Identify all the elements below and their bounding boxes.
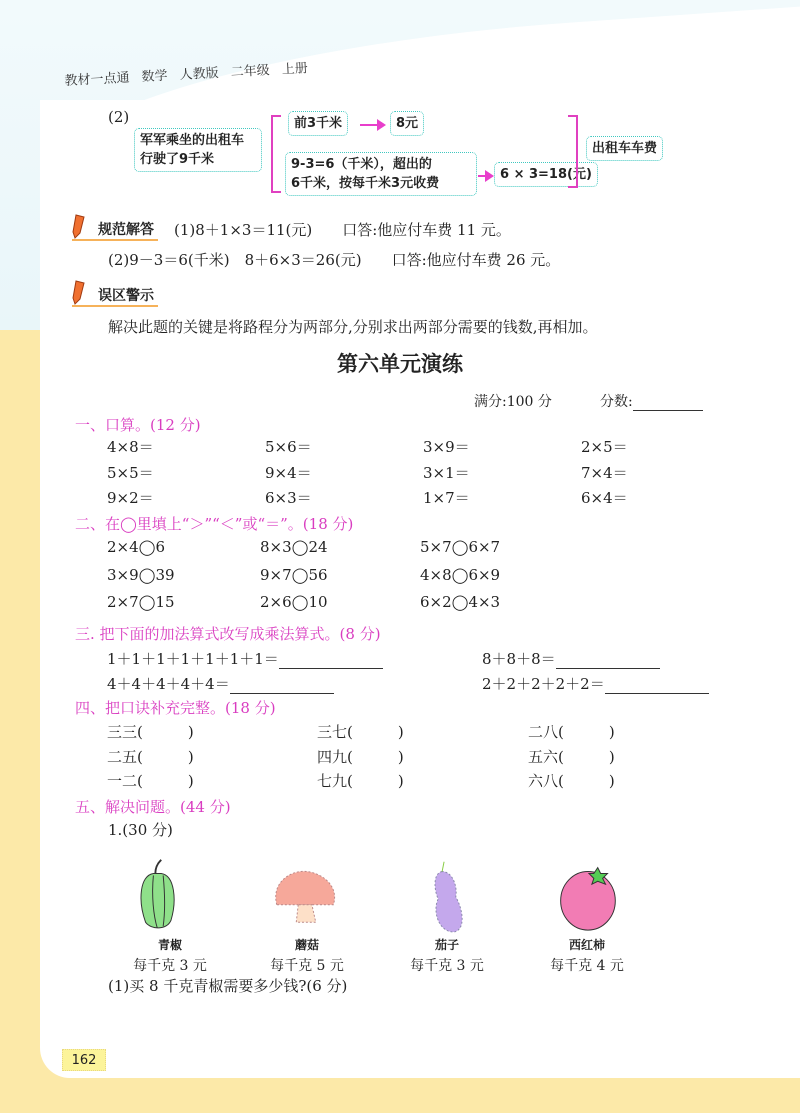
answer-blank[interactable] bbox=[279, 651, 383, 669]
exercise-text: 一二( ) bbox=[107, 772, 194, 790]
section-2-heading: 二、在◯里填上“＞”“＜”或“＝”。(18 分) bbox=[75, 515, 354, 533]
exercise-item bbox=[482, 648, 742, 673]
second-part-box bbox=[285, 152, 477, 196]
vegetable-picture-icon bbox=[125, 852, 215, 934]
score-field bbox=[600, 391, 703, 411]
exercise-item bbox=[260, 566, 420, 594]
exercise-text: 4×8◯6×9 bbox=[420, 565, 501, 584]
exercise-text: 4＋4＋4＋4＋4＝ bbox=[107, 675, 230, 693]
exercise-text: 3×9＝ bbox=[423, 438, 470, 456]
vegetable-price: 每千克 3 元 bbox=[410, 958, 484, 974]
left-brace bbox=[271, 115, 281, 193]
exercise-text: 4×8＝ bbox=[107, 438, 154, 456]
exercise-item bbox=[420, 538, 580, 566]
exercise-text: 五六( ) bbox=[528, 747, 615, 766]
exercise-item bbox=[528, 721, 648, 746]
first-result-box: 8元 bbox=[390, 111, 424, 136]
warning-tag-label: 误区警示 bbox=[98, 288, 154, 304]
exercise-item bbox=[107, 673, 482, 698]
warning-tag bbox=[72, 285, 158, 307]
exercise-item bbox=[260, 538, 420, 566]
exercise-text: 六八( ) bbox=[528, 772, 615, 790]
exercise-text: 9×7◯56 bbox=[260, 565, 328, 584]
exercise-text: 七九( ) bbox=[317, 772, 404, 790]
exam-title: 第六单元演练 bbox=[337, 352, 463, 376]
answer-line-2: (2)9－3＝6(千米) 8＋6×3＝26(元) 口答:他应付车费 26 元。 bbox=[108, 251, 561, 269]
exercise-text: 二八( ) bbox=[528, 723, 615, 741]
exercise-item bbox=[107, 770, 317, 795]
exercise-item bbox=[265, 436, 423, 462]
section-1-grid bbox=[107, 436, 739, 513]
exercise-text: 6×3＝ bbox=[265, 489, 312, 507]
vegetable-name: 蘑菇 bbox=[294, 938, 319, 952]
exercise-text: 6×4＝ bbox=[581, 489, 628, 507]
second-part-line: 6千米，按每千米3元收费 bbox=[291, 176, 440, 191]
exercise-item bbox=[482, 673, 742, 698]
exercise-item bbox=[317, 746, 528, 771]
score-label: 分数: bbox=[600, 394, 633, 410]
exercise-item bbox=[107, 566, 260, 594]
vegetable-price: 每千克 5 元 bbox=[270, 958, 344, 974]
exercise-text: 8＋8＋8＝ bbox=[482, 650, 556, 668]
section-3-grid bbox=[107, 648, 742, 698]
exercise-text: 三七( ) bbox=[317, 723, 404, 741]
section-1-heading: 一、口算。(12 分) bbox=[75, 416, 201, 434]
exercise-item bbox=[107, 746, 317, 771]
exercise-text: 7×4＝ bbox=[581, 463, 628, 482]
vegetable-name: 茄子 bbox=[434, 938, 459, 952]
exercise-item bbox=[528, 770, 648, 795]
exercise-item bbox=[423, 462, 581, 488]
exercise-item bbox=[107, 721, 317, 746]
exercise-item bbox=[107, 538, 260, 566]
score-blank[interactable] bbox=[633, 395, 703, 411]
arrow-icon bbox=[478, 175, 492, 177]
start-line: 军军乘坐的出租车 bbox=[140, 133, 245, 148]
exercise-item bbox=[107, 462, 265, 488]
pencil-icon bbox=[72, 213, 86, 239]
page-number: 162 bbox=[62, 1049, 106, 1071]
exercise-item bbox=[581, 436, 739, 462]
right-brace bbox=[568, 115, 578, 188]
pencil-icon bbox=[72, 279, 86, 305]
vegetable-price: 每千克 3 元 bbox=[133, 958, 207, 974]
exercise-item bbox=[265, 487, 423, 513]
exercise-item bbox=[420, 593, 580, 621]
full-score: 满分:100 分 bbox=[474, 394, 552, 410]
exercise-item bbox=[107, 436, 265, 462]
vegetable-picture-icon bbox=[402, 852, 492, 934]
start-line: 行驶了9千米 bbox=[140, 152, 215, 167]
section-5-heading: 五、解决问题。(44 分) bbox=[75, 798, 231, 816]
section-4-heading: 四、把口诀补充完整。(18 分) bbox=[75, 699, 276, 717]
exercise-item bbox=[265, 462, 423, 488]
second-part-line: 9-3=6（千米），超出的 bbox=[291, 157, 432, 172]
vegetable-picture-icon bbox=[262, 852, 352, 934]
vegetable-price: 每千克 4 元 bbox=[550, 958, 624, 974]
exercise-text: 四九( ) bbox=[317, 747, 404, 766]
answer-blank[interactable] bbox=[605, 676, 709, 694]
section-3-heading: 三. 把下面的加法算式改写成乘法算式。(8 分) bbox=[75, 625, 381, 643]
warning-text: 解决此题的关键是将路程分为两部分,分别求出两部分需要的钱数,再相加。 bbox=[108, 318, 598, 336]
exercise-text: 8×3◯24 bbox=[260, 538, 328, 556]
exercise-text: 2×4◯6 bbox=[107, 538, 165, 556]
exercise-item bbox=[528, 746, 648, 771]
second-result-box: 6 × 3=18(元) bbox=[494, 162, 598, 187]
vegetable-picture-icon bbox=[542, 852, 632, 934]
exercise-item bbox=[423, 487, 581, 513]
exercise-text: 9×4＝ bbox=[265, 463, 312, 482]
vegetable-card bbox=[542, 852, 632, 975]
section-4-grid bbox=[107, 721, 648, 795]
exercise-text: 5×6＝ bbox=[265, 438, 312, 456]
answer-line-1: (1)8＋1×3＝11(元) 口答:他应付车费 11 元。 bbox=[174, 221, 511, 239]
exercise-text: 2×5＝ bbox=[581, 438, 628, 456]
vegetable-name: 西红柿 bbox=[568, 938, 605, 952]
vegetable-card bbox=[125, 852, 215, 975]
exercise-text: 5×5＝ bbox=[107, 463, 154, 482]
exercise-item bbox=[107, 593, 260, 621]
diagram-label: (2) bbox=[108, 108, 130, 126]
exercise-text: 3×1＝ bbox=[423, 463, 470, 482]
exercise-text: 9×2＝ bbox=[107, 489, 154, 507]
exercise-text: 3×9◯39 bbox=[107, 565, 175, 584]
exercise-text: 2＋2＋2＋2＋2＝ bbox=[482, 675, 605, 693]
vegetable-card bbox=[402, 852, 492, 975]
exercise-item bbox=[317, 770, 528, 795]
answer-blank[interactable] bbox=[230, 676, 334, 694]
exercise-text: 2×6◯10 bbox=[260, 593, 328, 611]
answer-tag bbox=[72, 219, 158, 241]
exercise-text: 5×7◯6×7 bbox=[420, 538, 501, 556]
exercise-text: 2×7◯15 bbox=[107, 593, 175, 611]
vegetable-name: 青椒 bbox=[157, 938, 182, 952]
exercise-text: 1＋1＋1＋1＋1＋1＋1＝ bbox=[107, 650, 279, 668]
exercise-text: 1×7＝ bbox=[423, 489, 470, 507]
answer-tag-label: 规范解答 bbox=[98, 222, 154, 238]
exercise-text: 6×2◯4×3 bbox=[420, 593, 501, 611]
total-box: 出租车车费 bbox=[586, 136, 663, 161]
exercise-item bbox=[581, 487, 739, 513]
exercise-text: 三三( ) bbox=[107, 723, 194, 741]
sub-question-1: (1)买 8 千克青椒需要多少钱?(6 分) bbox=[108, 977, 348, 995]
exercise-item bbox=[107, 487, 265, 513]
exercise-item bbox=[317, 721, 528, 746]
exercise-item bbox=[423, 436, 581, 462]
section-2-grid bbox=[107, 538, 580, 621]
arrow-icon bbox=[360, 124, 384, 126]
question-1-label: 1.(30 分) bbox=[108, 821, 173, 839]
exercise-item bbox=[107, 648, 482, 673]
exercise-item bbox=[420, 566, 580, 594]
answer-blank[interactable] bbox=[556, 651, 660, 669]
exercise-text: 二五( ) bbox=[107, 747, 194, 766]
diagram-start-box bbox=[134, 128, 262, 172]
exercise-item bbox=[260, 593, 420, 621]
exercise-item bbox=[581, 462, 739, 488]
vegetable-card bbox=[262, 852, 352, 975]
first-part-box: 前3千米 bbox=[288, 111, 348, 136]
book-header: 教材一点通 数学 人教版 二年级 上册 bbox=[64, 61, 309, 89]
